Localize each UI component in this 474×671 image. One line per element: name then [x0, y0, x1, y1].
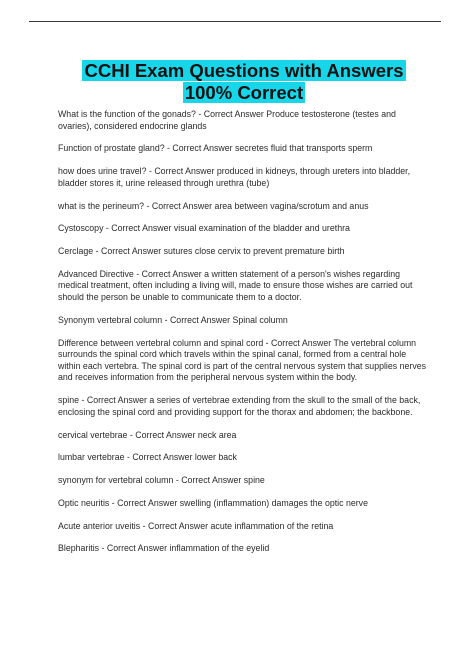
document-title: CCHI Exam Questions with Answers 100% Correct [84, 60, 404, 103]
qa-entry-vertebral-vs-spinal-cord: Difference between vertebral column and spinal cord - Correct Answer The vertebral column surrounds the spinal cord which travels within the spinal canal, formed from a central hole within each vertebra. The spinal cord is part of the central nervous system that supplies nerves and receives information from the peripheral nervous system within the body. [58, 337, 427, 383]
title-block [58, 60, 430, 104]
document-page [58, 60, 430, 566]
qa-entry-synonym-spine: synonym for vertebral column - Correct Answer spine [58, 475, 265, 486]
qa-entry-optic-neuritis: Optic neuritis - Correct Answer swelling (inflammation) damages the optic nerve [58, 497, 368, 508]
qa-entry-prostate: Function of prostate gland? - Correct Answer secretes fluid that transports sperm [58, 143, 373, 154]
qa-entry-spine: spine - Correct Answer a series of vertebrae extending from the skull to the small of the back, enclosing the spinal cord and providing support for the thorax and abdomen; the backbone. [58, 395, 421, 417]
qa-entry-advanced-directive: Advanced Directive - Correct Answer a written statement of a person's wishes regarding medical treatment, often including a living will, made to ensure those wishes are carried out should the person be unable to communicate them to a doctor. [58, 268, 413, 303]
qa-entry-cystoscopy: Cystoscopy - Correct Answer visual examination of the bladder and urethra [58, 223, 350, 234]
qa-entry-perineum: what is the perineum? - Correct Answer area between vagina/scrotum and anus [58, 200, 369, 211]
qa-entry-cerclage: Cerclage - Correct Answer sutures close cervix to prevent premature birth [58, 246, 345, 257]
qa-entry-gonads: What is the function of the gonads? - Correct Answer Produce testosterone (testes and ovaries), considered endocrine glands [58, 109, 396, 131]
qa-list [58, 109, 430, 555]
qa-entry-lumbar-vertebrae: lumbar vertebrae - Correct Answer lower back [58, 452, 237, 463]
qa-entry-cervical-vertebrae: cervical vertebrae - Correct Answer neck area [58, 429, 237, 440]
qa-entry-synonym-vertebral-column: Synonym vertebral column - Correct Answer Spinal column [58, 314, 288, 325]
qa-entry-anterior-uveitis: Acute anterior uveitis - Correct Answer acute inflammation of the retina [58, 520, 334, 531]
qa-entry-blepharitis: Blepharitis - Correct Answer inflammation of the eyelid [58, 543, 270, 554]
header-rule [29, 21, 441, 22]
qa-entry-urine-travel: how does urine travel? - Correct Answer produced in kidneys, through ureters into bladder, bladder stores it, urine released through urethra (tube) [58, 166, 411, 188]
